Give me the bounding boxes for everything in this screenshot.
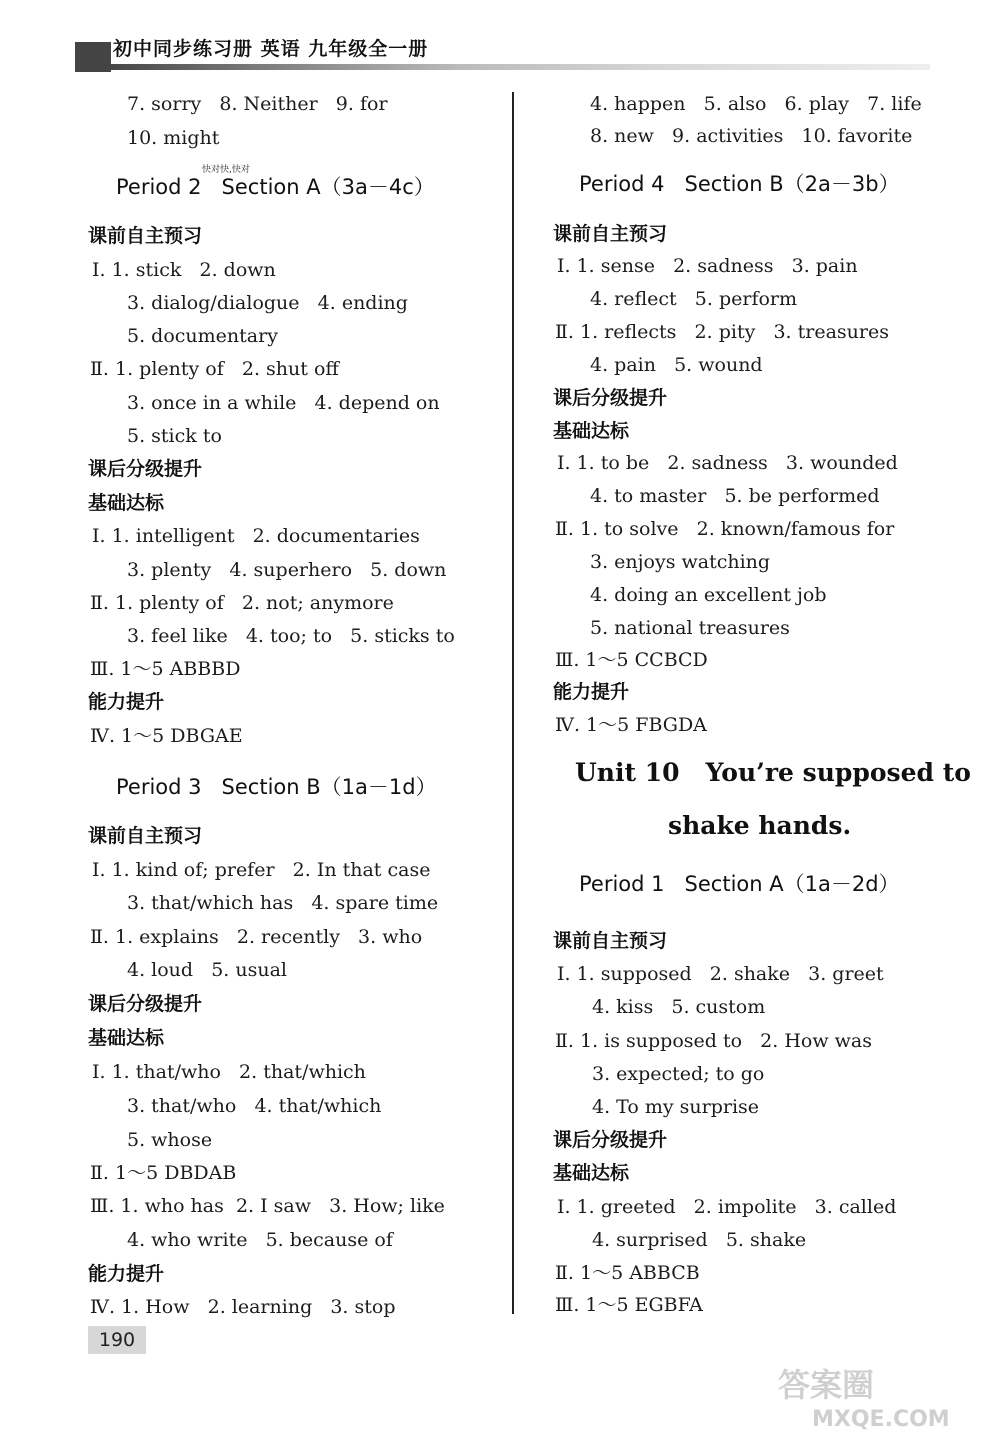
answer-line: 5. whose xyxy=(127,1129,213,1151)
unit-title: Unit 10 You’re supposed to xyxy=(575,758,971,787)
answer-line: 8. new 9. activities 10. favorite xyxy=(590,125,913,147)
answer-line: Ⅰ. 1. to be 2. sadness 3. wounded xyxy=(557,452,898,474)
period-title: Period 3 Section B（1a－1d） xyxy=(116,775,437,799)
period-title: Period 4 Section B（2a－3b） xyxy=(579,172,900,196)
answer-line: 3. that/who 4. that/which xyxy=(127,1095,382,1117)
answer-line: Ⅰ. 1. sense 2. sadness 3. pain xyxy=(557,255,858,277)
section-heading: 课后分级提升 xyxy=(553,1129,668,1151)
answer-line: 4. doing an excellent job xyxy=(590,584,827,606)
header-rule xyxy=(75,64,930,70)
answer-line: Ⅱ. 1～5 DBDAB xyxy=(90,1162,237,1184)
section-heading: 基础达标 xyxy=(88,492,165,514)
answer-line: 3. expected; to go xyxy=(592,1063,765,1085)
section-heading: 能力提升 xyxy=(553,681,630,703)
section-heading: 课前自主预习 xyxy=(88,825,203,847)
answer-line: Ⅰ. 1. that/who 2. that/which xyxy=(92,1061,366,1083)
section-heading: 课前自主预习 xyxy=(88,225,203,247)
answer-line: Ⅰ. 1. stick 2. down xyxy=(92,259,276,281)
page-header xyxy=(75,30,930,78)
answer-line: 4. To my surprise xyxy=(592,1096,760,1118)
answer-line: Ⅳ. 1. How 2. learning 3. stop xyxy=(90,1296,396,1318)
period-title: Period 2 Section A（3a－4c） xyxy=(116,175,435,199)
answer-line: Ⅰ. 1. intelligent 2. documentaries xyxy=(92,525,420,547)
answer-line: Ⅲ. 1. who has 2. I saw 3. How; like xyxy=(90,1195,445,1217)
section-heading: 课后分级提升 xyxy=(553,387,668,409)
section-heading: 基础达标 xyxy=(88,1027,165,1049)
answer-line: Ⅳ. 1～5 FBGDA xyxy=(555,714,707,736)
answer-line: Ⅲ. 1～5 EGBFA xyxy=(555,1294,703,1316)
answer-line: Ⅱ. 1. plenty of 2. not; anymore xyxy=(90,592,394,614)
unit-title: shake hands. xyxy=(668,811,852,840)
answer-line: 5. national treasures xyxy=(590,617,790,639)
answer-line: 4. reflect 5. perform xyxy=(590,288,798,310)
section-heading: 课后分级提升 xyxy=(88,458,203,480)
answer-line: Ⅱ. 1. to solve 2. known/famous for xyxy=(555,518,895,540)
answer-line: 3. feel like 4. too; to 5. sticks to xyxy=(127,625,455,647)
section-heading: 课后分级提升 xyxy=(88,993,203,1015)
answer-line: 3. that/which has 4. spare time xyxy=(127,892,439,914)
book-title: 初中同步练习册 英语 九年级全一册 xyxy=(113,38,429,60)
section-heading: 能力提升 xyxy=(88,691,165,713)
stamp-mark: 快对快,快对 xyxy=(202,165,250,175)
section-heading: 课前自主预习 xyxy=(553,930,668,952)
answer-line: 3. dialog/dialogue 4. ending xyxy=(127,292,408,314)
answer-line: 5. documentary xyxy=(127,325,278,347)
answer-line: 3. once in a while 4. depend on xyxy=(127,392,440,414)
answer-line: Ⅰ. 1. supposed 2. shake 3. greet xyxy=(557,963,884,985)
answer-line: 3. enjoys watching xyxy=(590,551,771,573)
answer-line: Ⅲ. 1～5 ABBBD xyxy=(90,658,241,680)
watermark-logo xyxy=(770,1362,985,1432)
answer-line: 5. stick to xyxy=(127,425,222,447)
answer-line: 4. happen 5. also 6. play 7. life xyxy=(590,93,922,115)
section-heading: 能力提升 xyxy=(88,1263,165,1285)
period-title: Period 1 Section A（1a－2d） xyxy=(579,872,900,896)
answer-line: Ⅱ. 1～5 ABBCB xyxy=(555,1262,700,1284)
answer-line: 4. pain 5. wound xyxy=(590,354,763,376)
answer-line: Ⅱ. 1. explains 2. recently 3. who xyxy=(90,926,423,948)
answer-line: Ⅳ. 1～5 DBGAE xyxy=(90,725,243,747)
answer-line: Ⅱ. 1. plenty of 2. shut off xyxy=(90,358,339,380)
answer-line: Ⅰ. 1. greeted 2. impolite 3. called xyxy=(557,1196,897,1218)
answer-line: 3. plenty 4. superhero 5. down xyxy=(127,559,447,581)
answer-line: 7. sorry 8. Neither 9. for xyxy=(127,93,388,115)
section-heading: 基础达标 xyxy=(553,420,630,442)
answer-line: Ⅲ. 1～5 CCBCD xyxy=(555,649,708,671)
page-number: 190 xyxy=(88,1326,146,1354)
answer-line: Ⅰ. 1. kind of; prefer 2. In that case xyxy=(92,859,431,881)
watermark-domain: MXQE.COM xyxy=(812,1407,950,1432)
answer-line: 4. kiss 5. custom xyxy=(592,996,766,1018)
answer-line: Ⅱ. 1. is supposed to 2. How was xyxy=(555,1030,872,1052)
section-heading: 基础达标 xyxy=(553,1162,630,1184)
column-divider xyxy=(512,92,514,1314)
section-heading: 课前自主预习 xyxy=(553,223,668,245)
answer-line: Ⅱ. 1. reflects 2. pity 3. treasures xyxy=(555,321,889,343)
watermark-text: 答案圈 xyxy=(778,1366,875,1404)
answer-line: 10. might xyxy=(127,127,220,149)
answer-line: 4. to master 5. be performed xyxy=(590,485,880,507)
header-decoration xyxy=(75,42,111,72)
answer-line: 4. who write 5. because of xyxy=(127,1229,393,1251)
answer-line: 4. loud 5. usual xyxy=(127,959,287,981)
answer-line: 4. surprised 5. shake xyxy=(592,1229,807,1251)
